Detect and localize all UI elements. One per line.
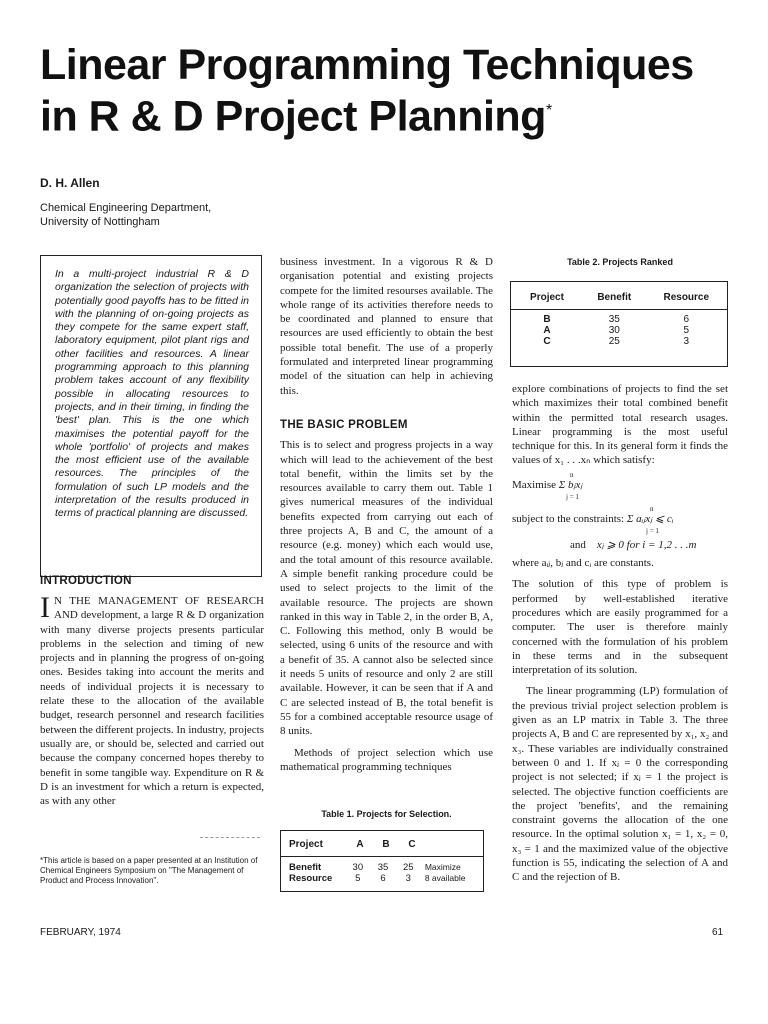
table1 (280, 830, 484, 892)
table1-header-row (281, 831, 483, 857)
table2-body (511, 310, 727, 347)
table1-caption: Table 1. Projects for Selection. (321, 809, 452, 819)
right-column (512, 382, 728, 885)
constants-note: where aᵢⱼ, bⱼ and cᵢ are constants. (512, 557, 654, 570)
table1-header-cell: C (408, 839, 416, 850)
abstract-box (40, 255, 262, 577)
title-line-1: Linear Programming Techniques (40, 41, 694, 89)
table1-row-label: Benefit (289, 862, 322, 873)
middle-column (280, 255, 493, 774)
and-label: and (570, 538, 586, 551)
table-row (281, 862, 483, 873)
drop-cap: I (40, 591, 50, 624)
constraint-sum-upper: n (650, 504, 654, 513)
right-paragraph-1: explore combinations of projects to find the set which maximizes their total combined benefit within the permitted total research usages. Linear programming is the most useful technique for this. In its general form it finds the values of x₁ . . .xₙ which satisfy: (512, 383, 728, 467)
table-row (511, 336, 727, 347)
table2-cell: A (543, 325, 551, 336)
nonnegativity-line (512, 538, 728, 552)
right-paragraph-3: The linear programming (LP) formulation of the previous trivial project selection problem is given as an LP matrix in Table 3. The three projects A, B and C are represented by x₁, x₂ and x₃. These variables are individually constrained between 0 and 1. If xⱼ = 0 the corresponding project is not selected; if xⱼ = 1 the project is selected. The objective function coefficients are the project 'benefits', and the remaining constraint governs the allocation of the one resource. In the optimal solution x₁ = 1, x₂ = 0, x₃ = 1 and the maximized value of the objective function is 55, indicating the selection of A and C and the rejection of B. (512, 685, 728, 884)
table2-caption: Table 2. Projects Ranked (567, 257, 673, 267)
table2-header-row (511, 282, 727, 310)
title-line-2: in R & D Project Planning* (40, 92, 552, 141)
table1-cell: 5 (355, 873, 361, 884)
table2-cell: 5 (683, 325, 690, 336)
footnote: *This article is based on a paper presented at an Institution of Chemical Engineers Symposium on "The Management of Product and Process Innovation". (40, 856, 258, 885)
affiliation-university: University of Nottingham (40, 216, 160, 228)
nonnegativity-expression: xⱼ ⩾ 0 for i = 1,2 . . .m (596, 538, 697, 551)
table1-header-cell: Project (289, 839, 323, 850)
table2-cell: B (543, 314, 551, 325)
table2-header-cell: Benefit (597, 292, 632, 303)
table1-header-cell: A (356, 839, 364, 850)
introduction-text: development, a large R & D organization with many diverse projects presents particular problems in the selection and timing of new projects and in planning the progress of on-going ones. Besides taking into account the merits and needs of individual projects it is necessary to relate these to the allocation of the available budget, research personnel and research facilities between the different projects. In industry, projects usually are, or should be, selected and carried out because the company concerned hopes thereby to benefit in some tangible way. Expenditure on R & D is an investment for which a return is expected, as with any other (40, 609, 264, 808)
affiliation (40, 201, 270, 229)
table1-row-label: Resource (289, 873, 333, 884)
table1-cell: 3 (405, 873, 411, 884)
table-row (281, 873, 483, 884)
right-paragraph-2: The solution of this type of problem is performed by well-established iterative procedures which are easily programmed for a computer. The user is therefore mainly concerned with the formulation of his problem in these terms and in the subsequent interpretation of its solution. (512, 578, 728, 677)
table2-cell: 3 (683, 336, 690, 347)
basic-problem-heading: THE BASIC PROBLEM (280, 418, 408, 431)
table2-cell: 30 (608, 325, 620, 336)
middle-paragraph-3: Methods of project selection which use mathematical programming techniques (280, 746, 493, 773)
constraint-expression: Σ aᵢⱼxⱼ ⩽ cᵢ (626, 512, 674, 525)
maximise-label: Maximise (512, 478, 556, 491)
constraint-label: subject to the constraints: (512, 512, 625, 525)
table-row (511, 314, 727, 325)
table2-header-cell: Project (530, 292, 564, 303)
table-row (511, 325, 727, 336)
table1-cell: 6 (380, 873, 386, 884)
introduction-heading: INTRODUCTION (40, 575, 132, 587)
table1-cell: 35 (377, 862, 389, 873)
affiliation-department: Chemical Engineering Department, (40, 202, 212, 214)
author-name: D. H. Allen (40, 176, 100, 190)
sum-upper-limit: n (570, 470, 574, 479)
footnote-divider (200, 837, 260, 838)
middle-paragraph-2: This is to select and progress projects in a way which will lead to the achievement of the best total benefit, within the limits set by the resources available to carry them out. Table 1 gives numerical measures of the individual benefits expected from carrying out each of three projects A, B and C, the amount of a resource (e.g. money) which each would use, and the total amount of this resource available. A simple benefit ranking procedure could be used to select projects to the limit of the available resource. The projects are shown ranked in this way in Table 2, in the order B, A, C. Following this method, only B would be selected, using 6 units of the resource and with a benefit of 35. A cannot also be selected since it needs 5 units of resource and only 2 are still available. However, it can be seen that if A and C are selected instead of B, the total benefit is 55 for a combined acceptable resource usage of 8 units. (280, 439, 493, 738)
table2-cell: 6 (683, 314, 690, 325)
table2-cell: 25 (608, 336, 620, 347)
table2-header-cell: Resource (663, 292, 710, 303)
table1-note: Maximize (424, 862, 461, 872)
constraint-sum-lower: j = 1 (646, 526, 659, 535)
table1-cell: 30 (352, 862, 364, 873)
table2-cell: C (543, 336, 551, 347)
middle-paragraph-1: business investment. In a vigorous R & D organisation potential and existing projects compete for the limited resourses available. The whole range of its activities therefore needs to be coordinated and planned to ensure that resources are used efficiently to obtain the best possible total benefit. The use of a properly formulated and interpreted linear programming model of the situation can help in achieving this. (280, 256, 493, 397)
page-number: 61 (712, 927, 724, 938)
table2 (510, 281, 728, 367)
title-footnote-marker: * (545, 102, 552, 119)
table1-note: 8 available (424, 873, 466, 883)
footer-date: FEBRUARY, 1974 (40, 927, 121, 938)
table1-cell: 25 (402, 862, 414, 873)
sum-lower-limit: j = 1 (566, 492, 579, 501)
maximise-formula (512, 470, 728, 508)
introduction-body (40, 591, 264, 808)
abstract-text: In a multi-project industrial R & D organization the selection of projects with potentially good payoffs has to be fitted in with the planning of on-going projects as they compete for the same expert staff, laboratory equipment, pilot plant rigs and other facilities and resources. A linear programming approach to this planning problem takes account of any flexibility possible in allocating resources to projects, and in their timing, in finding the 'best' plan. This is the one which maximises the potential payoff for the whole 'portfolio' of projects and makes the most efficient use of the available resources. The principles of the formulation of such LP models and the interpretation of the results produced in terms of practical planning are discussed. (55, 268, 249, 520)
constraint-formula (512, 504, 728, 535)
table2-cell: 35 (608, 314, 620, 325)
maximise-expression: Σ bⱼxⱼ (558, 478, 583, 491)
introduction-lead: N THE MANAGEMENT OF RESEARCH AND (54, 595, 264, 622)
table1-header-cell: B (382, 839, 390, 850)
